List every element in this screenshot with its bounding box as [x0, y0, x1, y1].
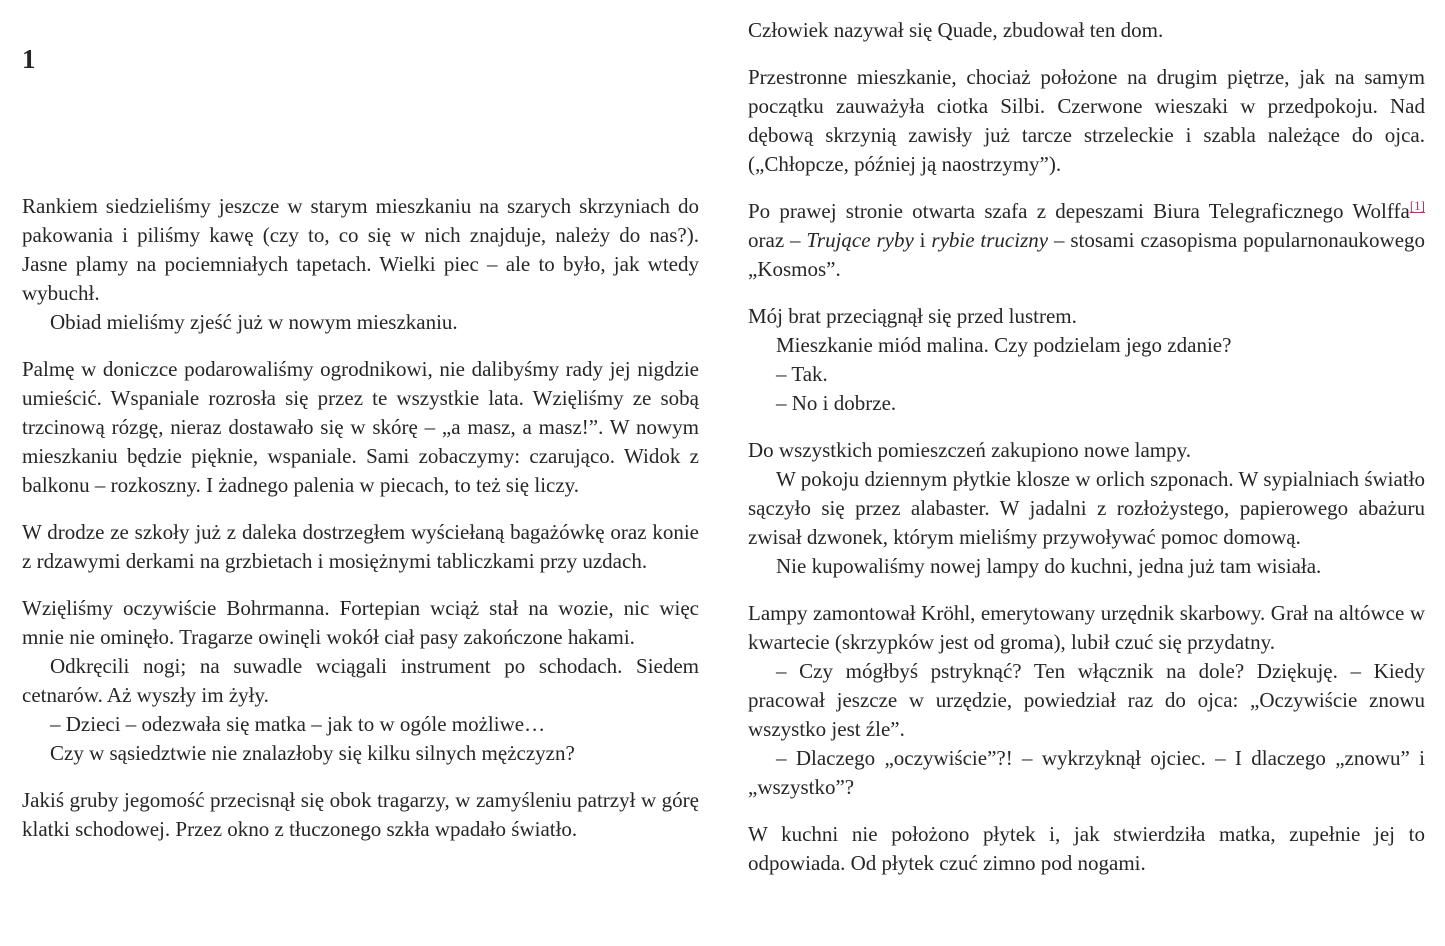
paragraph: [748, 820, 1425, 878]
paragraph-block: [22, 355, 699, 500]
paragraph: [748, 197, 1425, 284]
paragraph: [22, 710, 699, 739]
paragraph: [22, 739, 699, 768]
paragraph: [22, 355, 699, 500]
paragraph: [748, 389, 1425, 418]
text-segment: W drodze ze szkoły już z daleka dostrzegłem wyściełaną bagażówkę oraz konie z rdzawymi derkami na grzbietach i mosiężnymi tabliczkami przy uzdach.: [22, 520, 699, 573]
text-segment: – No i dobrze.: [776, 391, 897, 415]
left-column-blocks: [22, 192, 699, 844]
text-column-right: [748, 0, 1425, 946]
text-segment: Palmę w doniczce podarowaliśmy ogrodnikowi, nie dalibyśmy rady jej nigdzie umieścić. Wspaniale rozrosła się przez te wszystkie lata. Wzięliśmy ze sobą trzcinową rózgę, nieraz dostawało się w skórę – „a masz, a masz!”. W nowym mieszkaniu będzie pięknie, wspaniale. Sami zobaczymy: czarująco. Widok z balkonu – rozkoszny. I żadnego palenia w piecach, to też się liczy.: [22, 357, 699, 497]
text-segment: Rankiem siedzieliśmy jeszcze w starym mieszkaniu na szarych skrzyniach do pakowania i piliśmy kawę (czy to, co się w nich znajduje, należy do nas?). Jasne plamy na pociemniałych tapetach. Wielki piec – ale to było, jak wtedy wybuchł.: [22, 194, 699, 305]
paragraph-block: [748, 820, 1425, 878]
paragraph: [748, 744, 1425, 802]
italic-text-segment: rybie trucizny: [931, 228, 1049, 252]
text-segment: W kuchni nie położono płytek i, jak stwierdziła matka, zupełnie jej to odpowiada. Od płytek czuć zimno pod nogami.: [748, 822, 1425, 875]
paragraph: [22, 308, 699, 337]
text-segment: Wzięliśmy oczywiście Bohrmanna. Fortepian wciąż stał na wozie, nic więc mnie nie ominęło. Tragarze owinęli wokół ciał pasy zakończone hakami.: [22, 596, 699, 649]
text-segment: – stosami czasopisma popularnonaukowego „Kosmos”.: [748, 228, 1426, 281]
text-segment: – Dlaczego „oczywiście”?! – wykrzyknął ojciec. – I dlaczego „znowu” i „wszystko”?: [748, 746, 1425, 799]
text-segment: Po prawej stronie otwarta szafa z depeszami Biura Telegraficznego Wolffa: [748, 199, 1410, 223]
text-segment: Czy w sąsiedztwie nie znalazłoby się kilku silnych mężczyzn?: [50, 741, 575, 765]
paragraph: [22, 786, 699, 844]
text-segment: Odkręcili nogi; na suwadle wciągali instrument po schodach. Siedem cetnarów. Aż wyszły im żyły.: [22, 654, 699, 707]
text-segment: Lampy zamontował Kröhl, emerytowany urzędnik skarbowy. Grał na altówce w kwartecie (skrzypków jest od groma), lubił czuć się przydatny.: [748, 601, 1425, 654]
paragraph: [748, 16, 1425, 45]
text-segment: Mieszkanie miód malina. Czy podzielam jego zdanie?: [776, 333, 1232, 357]
paragraph-block: [22, 594, 699, 768]
text-segment: i: [913, 228, 932, 252]
chapter-number-heading: 1: [22, 44, 36, 74]
paragraph-block: [748, 63, 1425, 179]
paragraph: [748, 657, 1425, 744]
paragraph: [748, 436, 1425, 465]
text-segment: – Tak.: [776, 362, 828, 386]
paragraph: [22, 518, 699, 576]
text-segment: W pokoju dziennym płytkie klosze w orlich szponach. W sypialniach światło sączyło się przez alabaster. W jadalni z rozłożystego, papierowego abażuru zwisał dzwonek, którym mieliśmy przywoływać pomoc domową.: [748, 467, 1425, 549]
text-segment: – Czy mógłbyś pstryknąć? Ten włącznik na dole? Dziękuję. – Kiedy pracował jeszcze w urzędzie, powiedział raz do ojca: „Oczywiście znowu wszystko jest źle”.: [748, 659, 1425, 741]
text-segment: oraz –: [748, 228, 807, 252]
paragraph-block: [748, 436, 1425, 581]
paragraph-block: [748, 197, 1425, 284]
paragraph-block: [748, 302, 1425, 418]
paragraph: [748, 360, 1425, 389]
paragraph-block: [22, 518, 699, 576]
text-segment: Obiad mieliśmy zjeść już w nowym mieszkaniu.: [50, 310, 458, 334]
paragraph: [748, 331, 1425, 360]
italic-text-segment: Trujące ryby: [806, 228, 914, 252]
paragraph: [748, 599, 1425, 657]
paragraph: [22, 192, 699, 308]
text-segment: – Dzieci – odezwała się matka – jak to w ogóle możliwe…: [50, 712, 546, 736]
paragraph: [748, 302, 1425, 331]
paragraph: [748, 465, 1425, 552]
text-segment: Mój brat przeciągnął się przed lustrem.: [748, 304, 1077, 328]
paragraph: [748, 63, 1425, 179]
paragraph: [748, 552, 1425, 581]
footnote-superscript: [1410, 198, 1425, 213]
paragraph-block: [748, 599, 1425, 802]
text-segment: Człowiek nazywał się Quade, zbudował ten dom.: [748, 18, 1164, 42]
text-segment: Do wszystkich pomieszczeń zakupiono nowe lampy.: [748, 438, 1192, 462]
paragraph: [22, 652, 699, 710]
right-column-blocks: [748, 16, 1425, 878]
text-column-left: [22, 0, 699, 946]
paragraph: [22, 594, 699, 652]
paragraph-block: [748, 16, 1425, 45]
footnote-link-1[interactable]: [1]: [1409, 198, 1425, 213]
text-segment: Nie kupowaliśmy nowej lampy do kuchni, jedna już tam wisiała.: [776, 554, 1322, 578]
text-segment: Jakiś gruby jegomość przecisnął się obok tragarzy, w zamyśleniu patrzył w górę klatki schodowej. Przez okno z tłuczonego szkła wpadało światło.: [22, 788, 699, 841]
paragraph-block: [22, 786, 699, 844]
paragraph-block: [22, 192, 699, 337]
text-segment: Przestronne mieszkanie, chociaż położone na drugim piętrze, jak na samym początku zauważyła ciotka Silbi. Czerwone wieszaki w przedpokoju. Nad dębową skrzynią zawisły już tarcze strzeleckie i szabla należące do ojca. („Chłopcze, później ją naostrzymy”).: [748, 65, 1425, 176]
